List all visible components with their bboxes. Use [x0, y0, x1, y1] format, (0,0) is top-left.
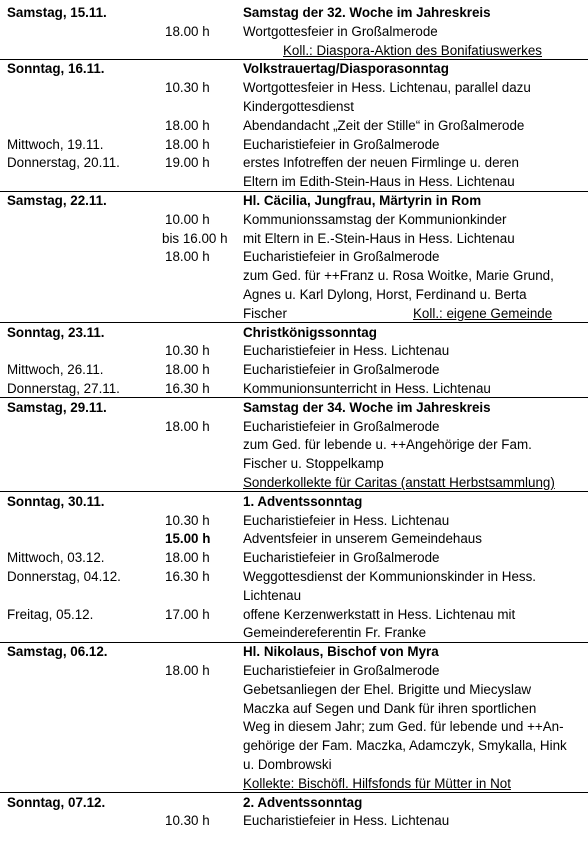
entry-text: Samstag der 32. Woche im Jahreskreis — [243, 5, 491, 20]
entry-text: gehörige der Fam. Maczka, Adamczyk, Smykalla, Hink — [243, 738, 567, 754]
entry-date: Donnerstag, 04.12. — [7, 569, 121, 584]
schedule-line — [0, 529, 588, 548]
collection-note: Sonderkollekte für Caritas (anstatt Herbstsammlung) — [243, 475, 555, 490]
entry-text: Eucharistiefeier in Großalmerode — [243, 136, 440, 152]
schedule-line — [0, 229, 588, 248]
collection-note: Kollekte: Bischöfl. Hilfsfonds für Mütter in Not — [243, 775, 511, 791]
schedule-line — [0, 811, 588, 830]
schedule-line — [0, 247, 588, 266]
entry-date: Sonntag, 16.11. — [7, 61, 105, 77]
schedule-line — [0, 97, 588, 116]
entry-time: 10.00 h — [165, 211, 210, 227]
schedule-line — [0, 699, 588, 718]
entry-text: Eltern im Edith-Stein-Haus in Hess. Lichtenau — [243, 174, 515, 190]
entry-text: Kommunionsunterricht in Hess. Lichtenau — [243, 381, 491, 396]
schedule-line — [0, 642, 588, 661]
schedule-line — [0, 41, 588, 60]
collection-note: Koll.: Diaspora-Aktion des Bonifatiuswerkes — [283, 42, 543, 58]
schedule-line — [0, 116, 588, 135]
entry-text: Kommunionssamstag der Kommunionkinder — [243, 211, 507, 227]
entry-time: 18.00 h — [165, 550, 210, 566]
entry-date: Samstag, 06.12. — [7, 644, 108, 660]
entry-text: Hl. Nikolaus, Bischof von Myra — [243, 644, 439, 660]
entry-date: Donnerstag, 20.11. — [7, 155, 120, 171]
entry-text: Lichtenau — [243, 587, 302, 603]
schedule-line — [0, 793, 588, 812]
entry-text: Abendandacht „Zeit der Stille“ in Großalmerode — [243, 117, 525, 133]
schedule-line — [0, 548, 588, 567]
collection-note: Koll.: eigene Gemeinde — [413, 305, 553, 321]
entry-time: 16.30 h — [165, 569, 210, 584]
entry-date: Donnerstag, 27.11. — [7, 381, 120, 396]
entry-time: 10.30 h — [165, 813, 210, 829]
entry-text: Wortgottesfeier in Hess. Lichtenau, parallel dazu — [243, 80, 531, 96]
schedule-line — [0, 736, 588, 755]
entry-text: Eucharistiefeier in Großalmerode — [243, 550, 440, 566]
schedule-line — [0, 454, 588, 473]
schedule-line — [0, 435, 588, 454]
entry-text: 2. Adventssonntag — [243, 794, 363, 810]
schedule-line — [0, 623, 588, 642]
schedule-line — [0, 78, 588, 97]
entry-time: 18.00 h — [165, 362, 210, 378]
schedule-line — [0, 717, 588, 736]
schedule-line — [0, 59, 588, 78]
schedule-line — [0, 379, 588, 398]
entry-text: Kindergottesdienst — [243, 99, 354, 114]
entry-text: zum Ged. für ++Franz u. Rosa Woitke, Marie Grund, — [243, 268, 554, 284]
entry-time: 10.30 h — [165, 512, 210, 528]
schedule-line — [0, 586, 588, 605]
schedule-line — [0, 285, 588, 304]
schedule-line — [0, 511, 588, 530]
schedule-line — [0, 210, 588, 229]
entry-text: Volkstrauertag/Diasporasonntag — [243, 61, 449, 77]
entry-text: Eucharistiefeier in Großalmerode — [243, 663, 440, 678]
entry-date: Samstag, 22.11. — [7, 193, 107, 208]
entry-text: Samstag der 34. Woche im Jahreskreis — [243, 399, 491, 415]
schedule-line — [0, 680, 588, 699]
entry-time: 18.00 h — [165, 117, 210, 133]
entry-text: Fischer u. Stoppelkamp — [243, 456, 384, 472]
entry-time: 10.30 h — [165, 343, 210, 359]
schedule-line — [0, 360, 588, 379]
schedule-line — [0, 172, 588, 191]
entry-text: u. Dombrowski — [243, 757, 332, 772]
entry-time: 18.00 h — [165, 136, 210, 152]
schedule-line — [0, 605, 588, 624]
schedule-line — [0, 153, 588, 172]
entry-text: erstes Infotreffen der neuen Firmlinge u. deren — [243, 155, 519, 171]
entry-date: Mittwoch, 03.12. — [7, 550, 105, 566]
entry-text: Eucharistiefeier in Hess. Lichtenau — [243, 512, 450, 528]
schedule-line — [0, 191, 588, 210]
entry-text: Hl. Cäcilia, Jungfrau, Märtyrin in Rom — [243, 193, 482, 208]
entry-time: 18.00 h — [165, 418, 210, 434]
entry-text: Gebetsanliegen der Ehel. Brigitte und Miecyslaw — [243, 681, 532, 697]
schedule-line — [0, 661, 588, 680]
entry-date: Freitag, 05.12. — [7, 606, 94, 622]
entry-text: Adventsfeier in unserem Gemeindehaus — [243, 531, 482, 547]
schedule-line — [0, 398, 588, 417]
entry-time: 18.00 h — [165, 663, 210, 678]
entry-date: Mittwoch, 26.11. — [7, 362, 104, 378]
entry-time: bis 16.00 h — [162, 230, 228, 246]
entry-time: 17.00 h — [165, 606, 210, 622]
entry-date: Sonntag, 23.11. — [7, 324, 105, 340]
entry-time: 10.30 h — [165, 80, 210, 96]
entry-text: offene Kerzenwerkstatt in Hess. Lichtenau mit — [243, 606, 516, 622]
schedule-line — [0, 323, 588, 342]
entry-text: Wortgottesfeier in Großalmerode — [243, 23, 438, 39]
entry-text: Eucharistiefeier in Hess. Lichtenau — [243, 343, 450, 359]
entry-date: Sonntag, 30.11. — [7, 493, 105, 509]
entry-time: 19.00 h — [165, 155, 210, 171]
schedule-line — [0, 492, 588, 511]
schedule-line — [0, 266, 588, 285]
schedule-line — [0, 304, 588, 323]
schedule-line — [0, 473, 588, 492]
entry-text: Eucharistiefeier in Großalmerode — [243, 418, 440, 434]
schedule-line — [0, 3, 588, 22]
schedule-line — [0, 135, 588, 154]
entry-text: Eucharistiefeier in Großalmerode — [243, 362, 440, 378]
entry-date: Samstag, 15.11. — [7, 5, 107, 20]
entry-text: Maczka auf Segen und Dank für ihren sportlichen — [243, 700, 537, 716]
entry-text: mit Eltern in E.-Stein-Haus in Hess. Lichtenau — [243, 230, 515, 246]
entry-text: Weg in diesem Jahr; zum Ged. für lebende und ++An- — [243, 719, 564, 735]
schedule-line — [0, 22, 588, 41]
entry-text: Agnes u. Karl Dylong, Horst, Ferdinand u. Berta — [243, 287, 527, 302]
entry-text: Eucharistiefeier in Hess. Lichtenau — [243, 813, 450, 829]
entry-text: Eucharistiefeier in Großalmerode — [243, 249, 440, 265]
entry-text: Gemeindereferentin Fr. Franke — [243, 625, 427, 641]
entry-time: 15.00 h — [165, 531, 211, 547]
entry-text: Fischer — [243, 305, 287, 321]
entry-date: Samstag, 29.11. — [7, 399, 107, 415]
schedule-line — [0, 341, 588, 360]
entry-text: zum Ged. für lebende u. ++Angehörige der Fam. — [243, 437, 532, 453]
entry-time: 18.00 h — [165, 23, 210, 39]
entry-date: Sonntag, 07.12. — [7, 794, 106, 810]
schedule-line — [0, 774, 588, 793]
entry-time: 18.00 h — [165, 249, 210, 265]
entry-text: Christkönigssonntag — [243, 324, 377, 340]
entry-time: 16.30 h — [165, 381, 210, 396]
schedule-line — [0, 567, 588, 586]
schedule-line — [0, 417, 588, 436]
schedule-line — [0, 755, 588, 774]
entry-date: Mittwoch, 19.11. — [7, 136, 104, 152]
entry-text: Weggottesdienst der Kommunionskinder in Hess. — [243, 569, 537, 584]
entry-text: 1. Adventssonntag — [243, 493, 363, 509]
